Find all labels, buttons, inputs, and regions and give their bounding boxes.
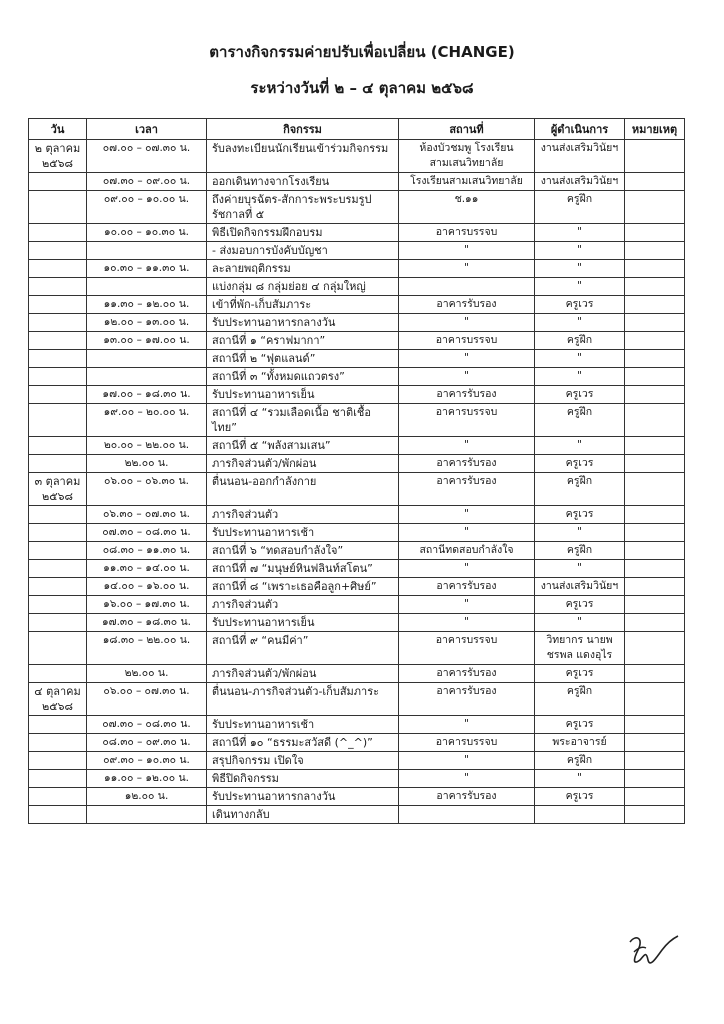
table-row	[29, 386, 685, 404]
cell-note	[625, 296, 685, 314]
cell-note	[625, 455, 685, 473]
cell-place: อาคารรับรอง	[399, 788, 535, 806]
cell-staff: "	[535, 437, 625, 455]
cell-place: "	[399, 560, 535, 578]
cell-day	[29, 224, 87, 242]
cell-place: "	[399, 437, 535, 455]
cell-activity: รับประทานอาหารเช้า	[207, 524, 399, 542]
cell-day	[29, 455, 87, 473]
cell-note	[625, 278, 685, 296]
cell-activity: ภารกิจส่วนตัว/พักผ่อน	[207, 455, 399, 473]
cell-staff: ครูเวร	[535, 788, 625, 806]
cell-staff: "	[535, 614, 625, 632]
cell-time: ๒๐.๐๐ – ๒๒.๐๐ น.	[87, 437, 207, 455]
cell-activity: รับประทานอาหารเย็น	[207, 386, 399, 404]
cell-place: "	[399, 596, 535, 614]
table-row	[29, 278, 685, 296]
cell-note	[625, 770, 685, 788]
cell-time: ๒๒.๐๐ น.	[87, 665, 207, 683]
table-row	[29, 596, 685, 614]
cell-time: ๐๗.๓๐ – ๐๘.๓๐ น.	[87, 716, 207, 734]
cell-note	[625, 683, 685, 716]
cell-place: อาคารรับรอง	[399, 683, 535, 716]
cell-day	[29, 296, 87, 314]
cell-time: ๐๗.๓๐ – ๐๘.๓๐ น.	[87, 524, 207, 542]
cell-place: "	[399, 614, 535, 632]
cell-staff: ครูเวร	[535, 455, 625, 473]
table-row	[29, 683, 685, 716]
cell-activity: สถานีที่ ๓ “ทั้งหมดแถวตรง”	[207, 368, 399, 386]
cell-activity: ถึงค่ายบุรฉัตร-สักการะพระบรมรูป รัชกาลที่ ๕	[207, 191, 399, 224]
cell-day	[29, 260, 87, 278]
table-row	[29, 734, 685, 752]
cell-time: ๑๓.๐๐ – ๑๗.๐๐ น.	[87, 332, 207, 350]
cell-staff: "	[535, 224, 625, 242]
table-row	[29, 173, 685, 191]
cell-note	[625, 224, 685, 242]
table-row	[29, 506, 685, 524]
table-row	[29, 314, 685, 332]
cell-staff: ครูเวร	[535, 716, 625, 734]
cell-place: สถานีทดสอบกำลังใจ	[399, 542, 535, 560]
cell-place: "	[399, 752, 535, 770]
header-activity: กิจกรรม	[207, 119, 399, 140]
cell-place: โรงเรียนสามเสนวิทยาลัย	[399, 173, 535, 191]
table-row	[29, 770, 685, 788]
cell-staff: "	[535, 242, 625, 260]
cell-note	[625, 506, 685, 524]
cell-time: ๐๘.๓๐ – ๑๑.๓๐ น.	[87, 542, 207, 560]
cell-time: ๐๗.๐๐ – ๐๗.๓๐ น.	[87, 140, 207, 173]
table-row	[29, 578, 685, 596]
cell-staff: ครูเวร	[535, 665, 625, 683]
cell-time	[87, 278, 207, 296]
cell-place: อาคารบรรจบ	[399, 332, 535, 350]
cell-activity: เข้าที่พัก-เก็บสัมภาระ	[207, 296, 399, 314]
cell-day	[29, 665, 87, 683]
table-row	[29, 260, 685, 278]
table-row	[29, 332, 685, 350]
cell-activity: รับประทานอาหารเย็น	[207, 614, 399, 632]
cell-day	[29, 734, 87, 752]
cell-place: อาคารรับรอง	[399, 296, 535, 314]
cell-activity: ตื่นนอน-ออกกำลังกาย	[207, 473, 399, 506]
cell-staff: ครูเวร	[535, 296, 625, 314]
cell-day	[29, 386, 87, 404]
table-header-row	[29, 119, 685, 140]
cell-time: ๐๖.๓๐ – ๐๗.๓๐ น.	[87, 506, 207, 524]
cell-activity: สถานีที่ ๕ “พลังสามเสน”	[207, 437, 399, 455]
cell-place: "	[399, 770, 535, 788]
header-time: เวลา	[87, 119, 207, 140]
cell-staff: งานส่งเสริมวินัยฯ	[535, 173, 625, 191]
cell-activity: รับประทานอาหารกลางวัน	[207, 314, 399, 332]
cell-day	[29, 752, 87, 770]
cell-place: ช.๑๑	[399, 191, 535, 224]
cell-time: ๑๙.๐๐ – ๒๐.๐๐ น.	[87, 404, 207, 437]
cell-place: อาคารบรรจบ	[399, 224, 535, 242]
cell-day	[29, 632, 87, 665]
cell-activity: สถานีที่ ๑ “คราฟมากา”	[207, 332, 399, 350]
cell-place	[399, 278, 535, 296]
cell-place: "	[399, 260, 535, 278]
cell-activity: แบ่งกลุ่ม ๘ กลุ่มย่อย ๔ กลุ่มใหญ่	[207, 278, 399, 296]
cell-note	[625, 404, 685, 437]
cell-staff: "	[535, 278, 625, 296]
cell-note	[625, 314, 685, 332]
cell-staff: วิทยากร นายพชรพล แดงอุไร	[535, 632, 625, 665]
cell-staff: ครูเวร	[535, 596, 625, 614]
table-row	[29, 140, 685, 173]
cell-time: ๑๒.๐๐ – ๑๓.๐๐ น.	[87, 314, 207, 332]
cell-activity: ออกเดินทางจากโรงเรียน	[207, 173, 399, 191]
cell-day	[29, 350, 87, 368]
cell-activity: รับประทานอาหารกลางวัน	[207, 788, 399, 806]
table-row	[29, 473, 685, 506]
cell-note	[625, 596, 685, 614]
cell-day	[29, 716, 87, 734]
cell-staff	[535, 806, 625, 824]
cell-staff: "	[535, 524, 625, 542]
cell-time	[87, 350, 207, 368]
cell-note	[625, 614, 685, 632]
cell-day	[29, 788, 87, 806]
cell-day	[29, 596, 87, 614]
cell-time: ๑๖.๐๐ – ๑๗.๓๐ น.	[87, 596, 207, 614]
cell-day	[29, 437, 87, 455]
cell-time	[87, 368, 207, 386]
cell-note	[625, 734, 685, 752]
cell-time: ๐๘.๓๐ – ๐๙.๓๐ น.	[87, 734, 207, 752]
cell-staff: ครูฝึก	[535, 404, 625, 437]
cell-staff: ครูฝึก	[535, 191, 625, 224]
cell-staff: "	[535, 314, 625, 332]
cell-note	[625, 368, 685, 386]
cell-activity: สถานีที่ ๙ “คนมีค่า”	[207, 632, 399, 665]
cell-staff: ครูฝึก	[535, 332, 625, 350]
cell-place: ห้องบัวชมพู โรงเรียนสามเสนวิทยาลัย	[399, 140, 535, 173]
cell-place: อาคารรับรอง	[399, 386, 535, 404]
cell-day	[29, 806, 87, 824]
table-row	[29, 632, 685, 665]
cell-day	[29, 506, 87, 524]
cell-time: ๐๖.๐๐ – ๐๖.๓๐ น.	[87, 473, 207, 506]
cell-day	[29, 242, 87, 260]
table-row	[29, 455, 685, 473]
cell-day	[29, 770, 87, 788]
table-row	[29, 806, 685, 824]
cell-time: ๐๖.๐๐ – ๐๗.๓๐ น.	[87, 683, 207, 716]
schedule-table	[28, 118, 685, 824]
cell-note	[625, 437, 685, 455]
cell-place: "	[399, 314, 535, 332]
cell-day	[29, 524, 87, 542]
cell-time: ๑๔.๐๐ – ๑๖.๐๐ น.	[87, 578, 207, 596]
cell-time: ๑๑.๐๐ – ๑๒.๐๐ น.	[87, 770, 207, 788]
cell-activity: เดินทางกลับ	[207, 806, 399, 824]
cell-activity: รับประทานอาหารเช้า	[207, 716, 399, 734]
cell-day	[29, 614, 87, 632]
cell-staff: ครูเวร	[535, 506, 625, 524]
cell-staff: "	[535, 260, 625, 278]
cell-activity: - ส่งมอบการบังคับบัญชา	[207, 242, 399, 260]
cell-place: "	[399, 368, 535, 386]
cell-time	[87, 242, 207, 260]
cell-note	[625, 332, 685, 350]
cell-note	[625, 788, 685, 806]
cell-activity: สถานีที่ ๒ “ฟุตแลนด์”	[207, 350, 399, 368]
cell-note	[625, 542, 685, 560]
cell-note	[625, 173, 685, 191]
cell-note	[625, 140, 685, 173]
table-row	[29, 296, 685, 314]
cell-activity: ภารกิจส่วนตัว	[207, 506, 399, 524]
cell-place: อาคารรับรอง	[399, 578, 535, 596]
table-row	[29, 350, 685, 368]
cell-activity: รับลงทะเบียนนักเรียนเข้าร่วมกิจกรรม	[207, 140, 399, 173]
cell-day: ๒ ตุลาคม ๒๕๖๘	[29, 140, 87, 173]
table-row	[29, 437, 685, 455]
cell-day	[29, 368, 87, 386]
cell-activity: ภารกิจส่วนตัว/พักผ่อน	[207, 665, 399, 683]
cell-day	[29, 578, 87, 596]
cell-note	[625, 632, 685, 665]
table-row	[29, 224, 685, 242]
cell-place: "	[399, 506, 535, 524]
cell-day	[29, 560, 87, 578]
cell-staff: "	[535, 368, 625, 386]
cell-day	[29, 191, 87, 224]
cell-time: ๒๒.๐๐ น.	[87, 455, 207, 473]
cell-place	[399, 806, 535, 824]
page-title: ตารางกิจกรรมค่ายปรับเพื่อเปลี่ยน (CHANGE)	[209, 43, 515, 61]
cell-note	[625, 752, 685, 770]
cell-staff: "	[535, 770, 625, 788]
cell-staff: ครูฝึก	[535, 473, 625, 506]
cell-staff: ครูฝึก	[535, 683, 625, 716]
cell-staff: งานส่งเสริมวินัยฯ	[535, 140, 625, 173]
cell-day	[29, 332, 87, 350]
cell-activity: สถานีที่ ๖ “ทดสอบกำลังใจ”	[207, 542, 399, 560]
cell-activity: สถานีที่ ๘ “เพราะเธอคือลูก+ศิษย์”	[207, 578, 399, 596]
table-row	[29, 368, 685, 386]
cell-note	[625, 716, 685, 734]
table-row	[29, 560, 685, 578]
cell-place: "	[399, 716, 535, 734]
cell-time: ๐๙.๐๐ – ๑๐.๐๐ น.	[87, 191, 207, 224]
cell-note	[625, 242, 685, 260]
cell-activity: ตื่นนอน-ภารกิจส่วนตัว-เก็บสัมภาระ	[207, 683, 399, 716]
cell-time: ๐๙.๓๐ – ๑๐.๓๐ น.	[87, 752, 207, 770]
cell-time: ๑๒.๐๐ น.	[87, 788, 207, 806]
cell-day: ๔ ตุลาคม ๒๕๖๘	[29, 683, 87, 716]
cell-time: ๑๐.๓๐ – ๑๑.๓๐ น.	[87, 260, 207, 278]
cell-note	[625, 350, 685, 368]
table-row	[29, 242, 685, 260]
cell-time: ๑๘.๓๐ – ๒๒.๐๐ น.	[87, 632, 207, 665]
table-row	[29, 404, 685, 437]
cell-day	[29, 278, 87, 296]
cell-staff: พระอาจารย์	[535, 734, 625, 752]
table-row	[29, 524, 685, 542]
cell-activity: ภารกิจส่วนตัว	[207, 596, 399, 614]
cell-note	[625, 524, 685, 542]
cell-day: ๓ ตุลาคม ๒๕๖๘	[29, 473, 87, 506]
cell-day	[29, 314, 87, 332]
cell-place: อาคารบรรจบ	[399, 632, 535, 665]
table-row	[29, 716, 685, 734]
cell-staff: ครูฝึก	[535, 542, 625, 560]
cell-time: ๑๑.๓๐ – ๑๒.๐๐ น.	[87, 296, 207, 314]
cell-place: อาคารรับรอง	[399, 455, 535, 473]
cell-staff: "	[535, 560, 625, 578]
cell-staff: ครูเวร	[535, 386, 625, 404]
cell-time: ๑๗.๐๐ – ๑๘.๓๐ น.	[87, 386, 207, 404]
cell-note	[625, 578, 685, 596]
table-row	[29, 752, 685, 770]
cell-place: "	[399, 242, 535, 260]
cell-place: "	[399, 524, 535, 542]
cell-note	[625, 806, 685, 824]
signature	[622, 930, 682, 978]
cell-time: ๑๐.๐๐ – ๑๐.๓๐ น.	[87, 224, 207, 242]
cell-note	[625, 560, 685, 578]
cell-note	[625, 386, 685, 404]
cell-note	[625, 260, 685, 278]
cell-time: ๑๑.๓๐ – ๑๔.๐๐ น.	[87, 560, 207, 578]
cell-day	[29, 542, 87, 560]
table-row	[29, 788, 685, 806]
header-day: วัน	[29, 119, 87, 140]
cell-staff: งานส่งเสริมวินัยฯ	[535, 578, 625, 596]
cell-place: อาคารบรรจบ	[399, 734, 535, 752]
cell-time: ๐๗.๓๐ – ๐๙.๐๐ น.	[87, 173, 207, 191]
cell-staff: ครูฝึก	[535, 752, 625, 770]
table-row	[29, 665, 685, 683]
page-subtitle: ระหว่างวันที่ ๒ – ๔ ตุลาคม ๒๕๖๘	[250, 79, 474, 97]
cell-activity: สรุปกิจกรรม เปิดใจ	[207, 752, 399, 770]
cell-activity: สถานีที่ ๗ “มนุษย์หินฟลินท์สโตน”	[207, 560, 399, 578]
header-place: สถานที่	[399, 119, 535, 140]
cell-day	[29, 404, 87, 437]
cell-place: "	[399, 350, 535, 368]
cell-staff: "	[535, 350, 625, 368]
cell-day	[29, 173, 87, 191]
table-row	[29, 542, 685, 560]
cell-place: อาคารรับรอง	[399, 665, 535, 683]
cell-time	[87, 806, 207, 824]
cell-activity: ละลายพฤติกรรม	[207, 260, 399, 278]
cell-activity: พิธีปิดกิจกรรม	[207, 770, 399, 788]
table-row	[29, 191, 685, 224]
cell-activity: พิธีเปิดกิจกรรมฝึกอบรม	[207, 224, 399, 242]
cell-note	[625, 191, 685, 224]
cell-activity: สถานีที่ ๔ “รวมเลือดเนื้อ ชาติเชื้อไทย”	[207, 404, 399, 437]
cell-activity: สถานีที่ ๑๐ “ธรรมะสวัสดี (^_^)”	[207, 734, 399, 752]
cell-place: อาคารรับรอง	[399, 473, 535, 506]
table-row	[29, 614, 685, 632]
cell-place: อาคารบรรจบ	[399, 404, 535, 437]
header-note: หมายเหตุ	[625, 119, 685, 140]
cell-note	[625, 665, 685, 683]
cell-time: ๑๗.๓๐ – ๑๘.๓๐ น.	[87, 614, 207, 632]
cell-note	[625, 473, 685, 506]
header-staff: ผู้ดำเนินการ	[535, 119, 625, 140]
